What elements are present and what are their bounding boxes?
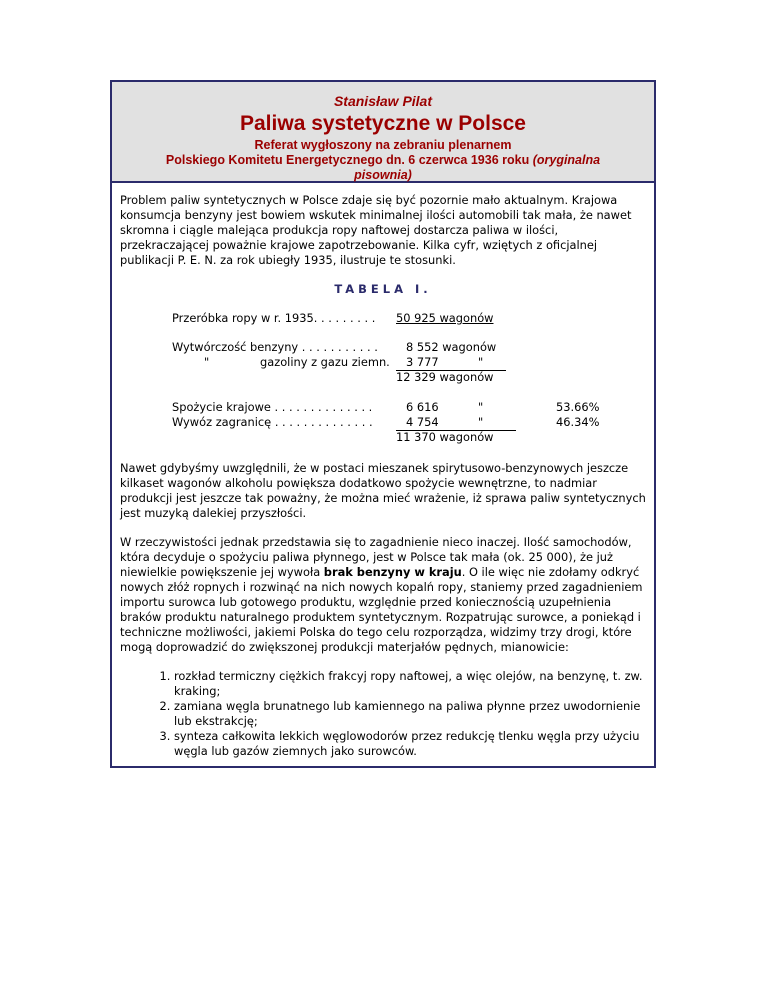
table-row — [120, 340, 646, 355]
row-label: Wywóz zagranicę . . . . . . . . . . . . . . — [172, 415, 373, 429]
ditto-mark: " — [478, 355, 484, 369]
table-row — [120, 355, 646, 370]
subtitle-line1: Referat wygłoszony na zebraniu plenarnem — [254, 138, 512, 152]
table-row — [120, 430, 646, 445]
paragraph-2: Nawet gdybyśmy uwzględnili, że w postaci mieszanek spirytusowo-benzynowych jeszcze kilkaset wagonów alkoholu powiększa dodatkowo spożycie wewnętrzne, to nadmiar produkcji jest jeszcze tak poważny, że można mieć wrażenie, iż sprawa paliw syntetycznych jest muzyką dalekiej przyszłości. — [120, 461, 646, 520]
author: Stanisław Pilat — [333, 93, 433, 109]
row-percent: 46.34% — [556, 415, 600, 429]
row-label: Spożycie krajowe . . . . . . . . . . . . . . — [172, 400, 373, 414]
row-value: 3 777 — [406, 355, 439, 369]
subtitle-line2: Polskiego Komitetu Energetycznego dn. 6 czerwca 1936 roku — [165, 153, 530, 167]
row-value: 8 552 wagonów — [406, 340, 497, 354]
ditto-mark: " — [478, 400, 484, 414]
row-label: Wytwórczość benzyny . . . . . . . . . . . — [172, 340, 378, 354]
paragraph-3 — [120, 535, 646, 655]
paragraph-3-part-a: W rzeczywistości jednak przedstawia się to zagadnienie nieco inaczej. Ilość samochodów, która decyduje o spożyciu paliwa płynnego, jest w Polsce tak mała (ok. 25 000), że już niewielkie powiększenie jej wywoła — [120, 535, 632, 579]
row-label: Przeróbka ropy w r. 1935. . . . . . . . . — [172, 311, 376, 325]
document-header — [112, 82, 654, 183]
intro-paragraph: Problem paliw syntetycznych w Polsce zdaje się być pozornie mało aktualnym. Krajowa konsumcja benzyny jest bowiem wskutek minimalnej ilości automobili tak mała, że nawet skromna i ciągle malejąca produkcja ropy naftowej dostarcza paliwa w ilości, przekraczającej poważnie krajowe zapotrzebowanie. Kilka cyfr, wziętych z oficjalnej publikacji P. E. N. za rok ubiegły 1935, ilustruje te stosunki. — [120, 193, 632, 267]
table-row — [120, 311, 646, 326]
list-item: 1. rozkład termiczny ciężkich frakcyj ropy naftowej, a więc olejów, na benzynę, t. zw. kraking; — [174, 669, 646, 699]
table-row — [120, 415, 646, 430]
ditto-mark: " — [204, 355, 210, 369]
row-label: gazoliny z gazu ziemn. — [260, 355, 390, 369]
row-value: 50 925 wagonów — [396, 311, 494, 325]
row-value-underlined — [396, 415, 516, 431]
table-row — [120, 370, 646, 385]
row-percent: 53.66% — [556, 400, 600, 414]
list-item: 2. zamiana węgla brunatnego lub kamiennego na paliwa płynne przez uwodornienie lub ekstrakcję; — [174, 699, 646, 729]
row-value: 6 616 — [406, 400, 439, 414]
document-frame — [110, 80, 656, 768]
table-heading: TABELA I. — [334, 282, 432, 296]
row-total: 11 370 wagonów — [396, 430, 494, 444]
subtitle-note: (oryginalna pisownia) — [354, 153, 601, 182]
document-title: Paliwa systetyczne w Polsce — [240, 112, 526, 135]
document-body — [112, 183, 654, 759]
emphasis-text: brak benzyny w kraju — [323, 565, 462, 579]
ditto-mark: " — [478, 415, 484, 429]
row-total: 12 329 wagonów — [396, 370, 494, 384]
row-value-underlined — [396, 355, 506, 371]
row-value: 4 754 — [406, 415, 439, 429]
data-table — [120, 311, 646, 461]
list-item: 3. synteza całkowita lekkich węglowodorów przez redukcję tlenku węgla przy użyciu węgla lub gazów ziemnych jako surowców. — [174, 729, 646, 759]
paragraph-3-part-b: . O ile więc nie zdołamy odkryć nowych złóż ropnych i rozwinąć na nich nowych kopalń ropy, staniemy przed zagadnieniem importu surowca lub gotowego produktu, względnie przed koniecznością uzupełnienia braków produktu naturalnego produktem syntetycznym. Rozpatrując surowce, a poniekąd i techniczne możliwości, jakiemi Polska do tego celu rozporządza, widzimy trzy drogi, które mogą doprowadzić do zwiększonej produkcji materjałów pędnych, mianowicie: — [120, 565, 643, 654]
document-subtitle — [112, 138, 654, 183]
table-row — [120, 400, 646, 415]
methods-list — [120, 669, 646, 759]
